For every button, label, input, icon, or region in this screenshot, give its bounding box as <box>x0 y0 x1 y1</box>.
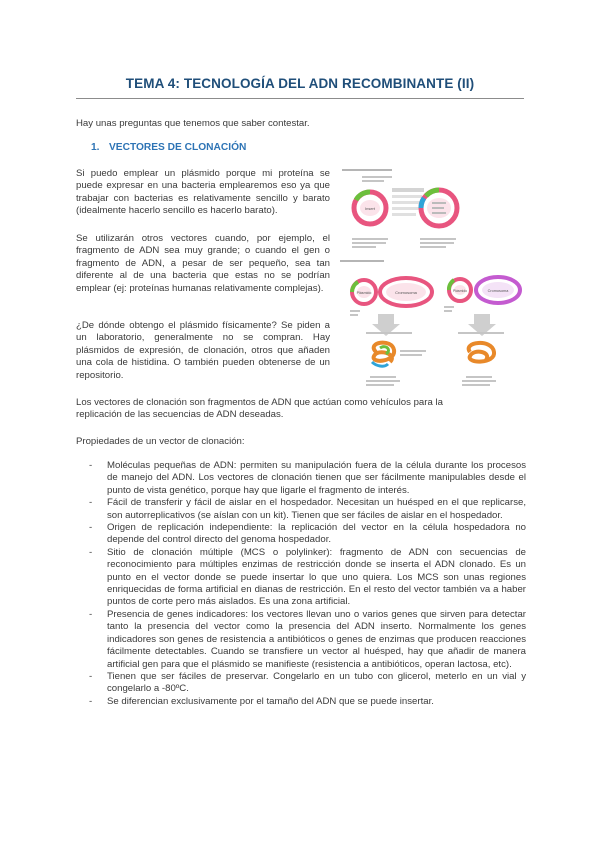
plasmid-label-c: Plásmido <box>453 289 467 293</box>
intro-paragraph: Hay unas preguntas que tenemos que saber contestar. <box>76 118 310 129</box>
list-item: - Origen de replicación independiente: la replicación del vector en la célula hospedadora no depende del control directo del genoma hospedador. <box>89 522 526 546</box>
list-item: - Tienen que ser fáciles de preservar. Congelarlo en un tubo con glicerol, meterlo en un vial y congelarlo a -80ºC. <box>89 670 526 695</box>
coiled-dna-left <box>372 343 394 367</box>
paragraph-5: Propiedades de un vector de clonación: <box>76 436 245 447</box>
chromosome-label-d: Cromosoma <box>487 289 509 293</box>
coiled-dna-right <box>469 343 494 362</box>
section-title: VECTORES DE CLONACIÓN <box>109 142 247 153</box>
paragraph-1: Si puedo emplear un plásmido porque mi proteína se puede expresar en una bacteria emplearemos eso ya que trabajar con bacterias es relativamente sencillo y barato (idealmente hacerlo sencillo es hacerlo barato). <box>76 168 330 217</box>
paragraph-2: Se utilizarán otros vectores cuando, por ejemplo, el fragmento de ADN sea muy grande; o cuando el gen o fragmento de ADN, a pesar de ser pequeño, sea tan diferente al de una bacteria que estas no se podrían emplear (ej: proteínas humanas relativamente complejas). <box>76 233 330 294</box>
properties-list <box>76 460 526 708</box>
list-item: - Se diferencian exclusivamente por el tamaño del ADN que se puede insertar. <box>89 695 434 707</box>
plasmid-top-right <box>421 190 457 226</box>
list-item: - Fácil de transferir y fácil de aislar en el hospedador. Necesitan un huésped en el que replicarse, son autorreplicativos (se aíslan con un kit). Tienen que ser fáciles de aislar en el hospedador. <box>89 497 526 521</box>
paragraph-4: Los vectores de clonación son fragmentos de ADN que actúan como vehículos para la replicación de las secuencias de ADN deseadas. <box>76 397 443 421</box>
section-heading <box>91 142 246 153</box>
plasmid-diagram <box>336 166 528 402</box>
cell-left <box>350 278 432 316</box>
cell-right <box>444 277 520 312</box>
list-item: - Presencia de genes indicadores: los vectores llevan uno o varios genes que sirven para detectar tanto la presencia del vector como la presencia del ADN inserto. Normalmente los genes indicadores son genes de resistencia a antibióticos o genes de enzimas que producen reacciones fácilmente detectables. Cuando se transfiere un vector al huésped, hay que añadir de manera artificial gen para que el plásmido se manifieste (resistencia a antibióticos, operan lactosa, etc). <box>89 608 526 670</box>
list-item: - Sitio de clonación múltiple (MCS o polylinker): fragmento de ADN con secuencias de reconocimiento para múltiples enzimas de restricción donde se inserta el ADN clonado. Es un punto en el vector donde se puede insertar lo que uno quiera. Los MCS son unas regiones enriquecidas de forma artificial en dianas de restricción. En el resto del vector también va a haber puntos de corte pero más aislados. Es una zona artificial. <box>89 546 526 608</box>
plasmid-top-left <box>354 192 386 224</box>
list-item: - Moléculas pequeñas de ADN: permiten su manipulación fuera de la célula durante los procesos de manejo del ADN. Los vectores de clonación tienen que ser fácilmente manipulables desde el punto de vista genético, porque hay que ligarle el fragmento de interés. <box>89 460 526 496</box>
section-number: 1. <box>91 142 100 153</box>
chromosome-label-b: Cromosoma <box>395 290 417 295</box>
plasmid-label-a: Plásmido <box>356 291 372 295</box>
paragraph-3: ¿De dónde obtengo el plásmido físicamente? Se piden a un laboratorio, generalmente no se compran. Hay plásmidos de expresión, de clonación, otros que añaden una cola de histidina. O también pueden obtenerse de un repositorio. <box>76 320 330 381</box>
title-divider <box>76 98 524 99</box>
page-title: TEMA 4: TECNOLOGÍA DEL ADN RECOMBINANTE (II) <box>125 76 475 91</box>
plasmid-figure <box>336 166 528 402</box>
svg-text:Insert: Insert <box>364 206 376 211</box>
